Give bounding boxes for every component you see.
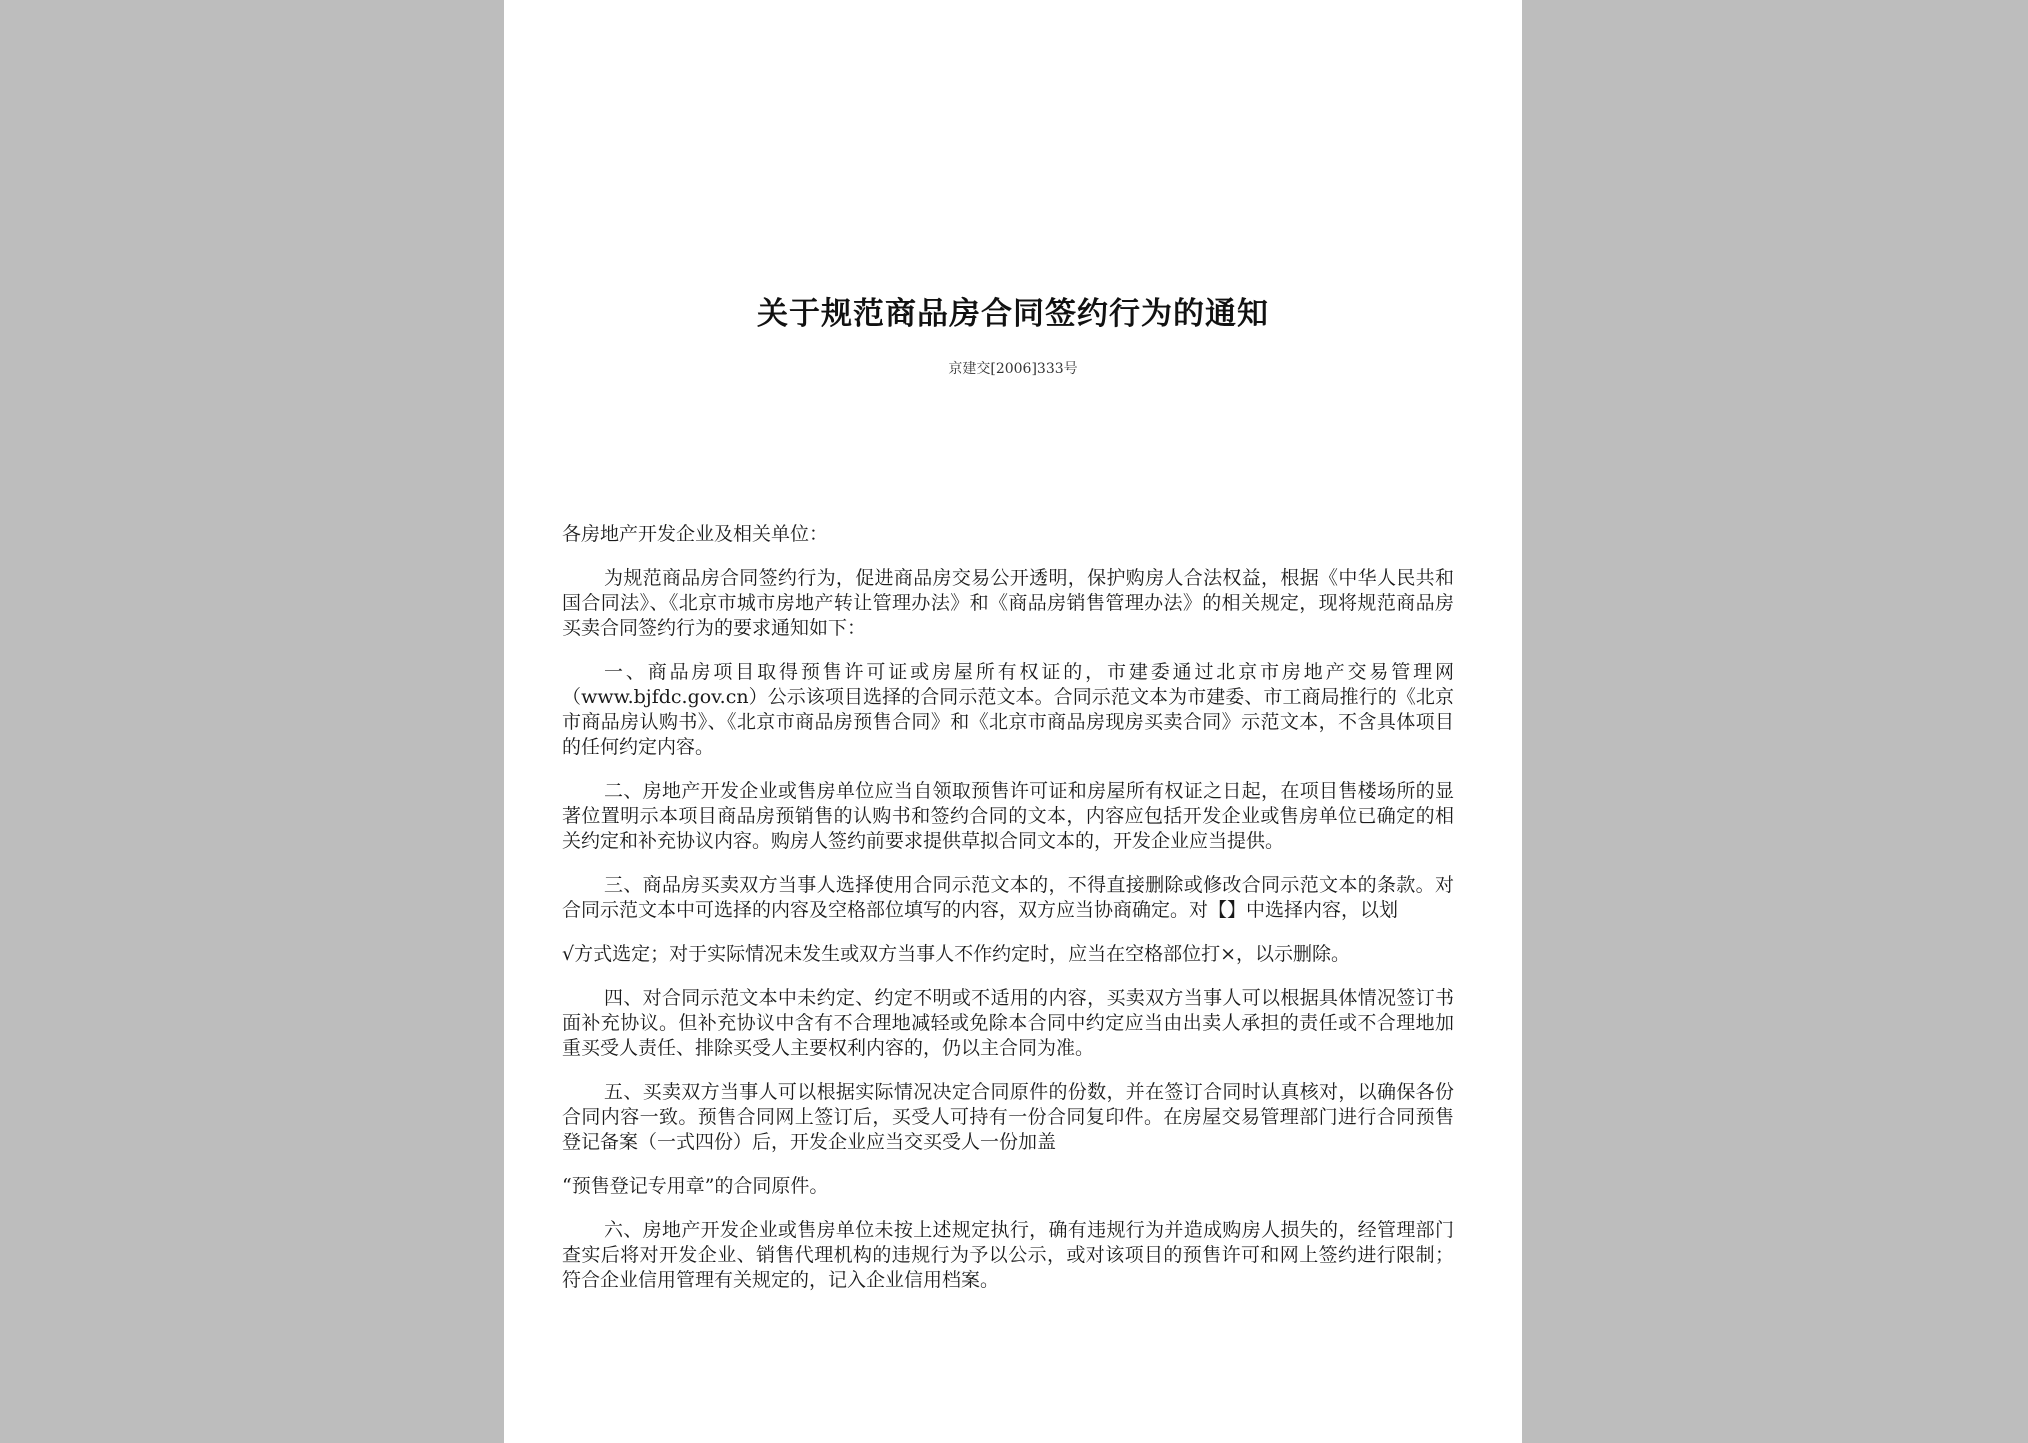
document-body	[562, 522, 1454, 1312]
paragraph-item-4: 四、对合同示范文本中未约定、约定不明或不适用的内容，买卖双方当事人可以根据具体情况签订书面补充协议。但补充协议中含有不合理地减轻或免除本合同中约定应当由出卖人承担的责任或不合理地加重买受人责任、排除买受人主要权利内容的，仍以主合同为准。	[562, 987, 1454, 1059]
paragraph-item-1: 一、商品房项目取得预售许可证或房屋所有权证的，市建委通过北京市房地产交易管理网（www.bjfdc.gov.cn）公示该项目选择的合同示范文本。合同示范文本为市建委、市工商局推行的《北京市商品房认购书》、《北京市商品房预售合同》和《北京市商品房现房买卖合同》示范文本，不含具体项目的任何约定内容。	[562, 661, 1454, 758]
document-number: 京建交[2006]333号	[948, 361, 1078, 377]
paragraph-item-6: 六、房地产开发企业或售房单位未按上述规定执行，确有违规行为并造成购房人损失的，经管理部门查实后将对开发企业、销售代理机构的违规行为予以公示，或对该项目的预售许可和网上签约进行限制；符合企业信用管理有关规定的，记入企业信用档案。	[562, 1219, 1454, 1291]
paragraph-item-5-continued: “预售登记专用章”的合同原件。	[562, 1175, 829, 1197]
paragraph-item-3: 三、商品房买卖双方当事人选择使用合同示范文本的，不得直接删除或修改合同示范文本的条款。对合同示范文本中可选择的内容及空格部位填写的内容，双方应当协商确定。对【】中选择内容，以划	[562, 874, 1454, 921]
paragraph-item-2: 二、房地产开发企业或售房单位应当自领取预售许可证和房屋所有权证之日起，在项目售楼场所的显著位置明示本项目商品房预销售的认购书和签约合同的文本，内容应包括开发企业或售房单位已确定的相关约定和补充协议内容。购房人签约前要求提供草拟合同文本的，开发企业应当提供。	[562, 780, 1454, 852]
paragraph-item-3-continued: √方式选定；对于实际情况未发生或双方当事人不作约定时，应当在空格部位打×，以示删除。	[562, 943, 1351, 965]
paragraph-item-5: 五、买卖双方当事人可以根据实际情况决定合同原件的份数，并在签订合同时认真核对，以确保各份合同内容一致。预售合同网上签订后，买受人可持有一份合同复印件。在房屋交易管理部门进行合同预售登记备案（一式四份）后，开发企业应当交买受人一份加盖	[562, 1081, 1454, 1153]
salutation: 各房地产开发企业及相关单位：	[562, 523, 829, 545]
document-page	[504, 0, 1522, 1443]
paragraph-intro: 为规范商品房合同签约行为，促进商品房交易公开透明，保护购房人合法权益，根据《中华人民共和国合同法》、《北京市城市房地产转让管理办法》和《商品房销售管理办法》的相关规定，现将规范商品房买卖合同签约行为的要求通知如下：	[562, 567, 1454, 639]
document-title: 关于规范商品房合同签约行为的通知	[757, 296, 1269, 332]
